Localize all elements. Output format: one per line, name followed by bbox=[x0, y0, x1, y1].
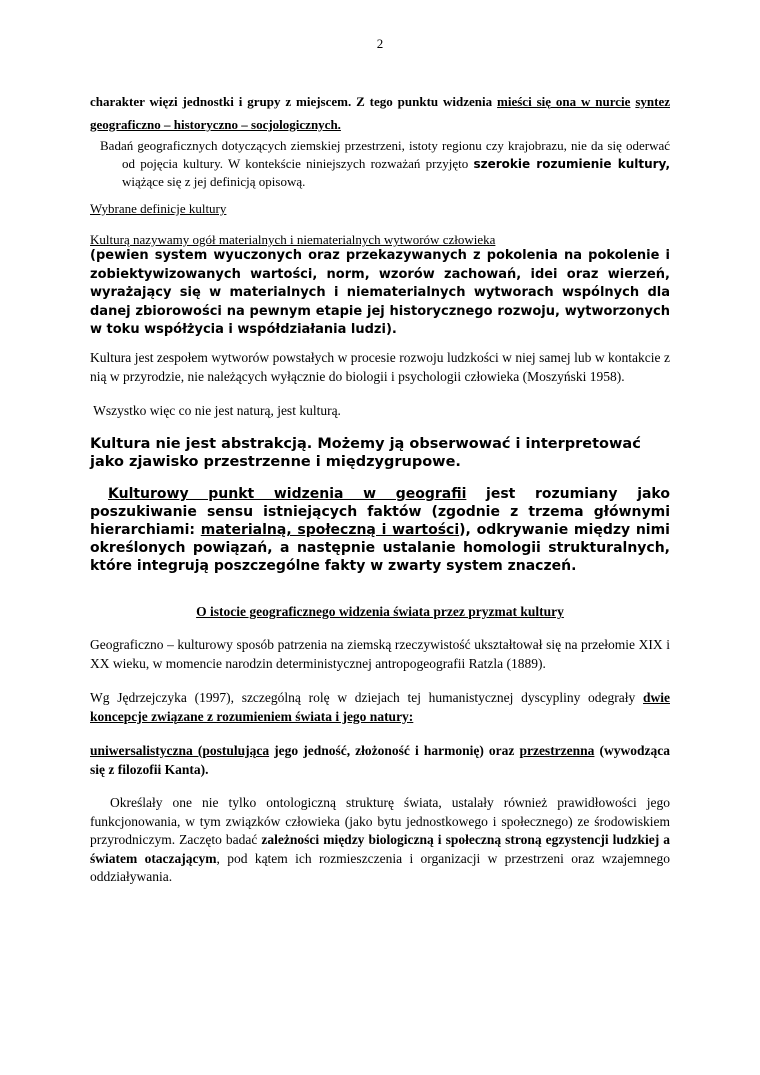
cultural-viewpoint-tail: ), odkrywanie między nimi określonych powiązań, a następnie ustalanie homologii strukturalnych, które integrują poszczególne fakty w zwarty system znaczeń. bbox=[90, 522, 670, 574]
culture-concept-bold: szerokie rozumienie kultury, bbox=[473, 157, 671, 171]
ontology-tail: , pod kątem ich rozmieszczenia i organizacji w przestrzeni oraz wzajemnego oddziaływania. bbox=[90, 850, 670, 884]
culture-concept-tail: wiążące się z jej definicją opisową. bbox=[122, 174, 306, 189]
intro-underline-1: mieści się ona w nurcie bbox=[497, 94, 631, 109]
concepts-tail: (wywodząca się z filozofii Kanta). bbox=[90, 743, 670, 777]
culture-concept-paragraph bbox=[100, 137, 671, 191]
heading-geographic-view bbox=[90, 603, 670, 621]
heading-geographic-view-text: O istocie geograficznego widzenia świata przez pryzmat kultury bbox=[196, 604, 564, 619]
hierarchies-underline: materialną, społeczną i wartości bbox=[200, 522, 460, 538]
ontology-bold: zależności między biologiczną i społeczną stroną egzystencji ludzkiej a światem otaczającym bbox=[90, 832, 670, 866]
intro-paragraph bbox=[90, 90, 670, 136]
two-concepts-underline: dwie koncepcje związane z rozumieniem świata i jego natury: bbox=[90, 690, 670, 724]
heading-definitions-text: Wybrane definicje kultury bbox=[90, 201, 227, 216]
spatial-underline: przestrzenna bbox=[519, 743, 595, 758]
ontology-text: Określały one nie tylko ontologiczną strukturę świata, ustalały również prawidłowości jego funkcjonowania, w tym związków człowieka (jako bytu jednostkowego i społecznego) ze środowiskiem przyrodniczym. Zaczęto badać bbox=[90, 795, 674, 847]
intro-text: charakter więzi jednostki i grupy z miejscem. Z tego punktu widzenia bbox=[90, 94, 498, 109]
ratzel-paragraph: Geograficzno – kulturowy sposób patrzenia na ziemską rzeczywistość ukształtował się na przełomie XIX i XX wieku, w momencie narodzin deterministycznej antropogeografii Ratzla (1889). bbox=[90, 637, 670, 671]
concepts-text: jego jedność, złożoność i harmonię) oraz bbox=[269, 743, 520, 758]
universalist-underline: uniwersalistyczna (postulująca bbox=[90, 743, 270, 758]
ontology-paragraph bbox=[90, 794, 674, 887]
cultural-viewpoint-paragraph bbox=[90, 485, 670, 575]
nature-culture-line: Wszystko więc co nie jest naturą, jest kulturą. bbox=[90, 403, 341, 418]
intro-underline-2: syntez geograficzno – historyczno – socjologicznych. bbox=[90, 94, 670, 132]
definition-lead bbox=[90, 232, 670, 247]
concepts-paragraph bbox=[90, 741, 670, 779]
definition-lead-text: Kulturą nazywamy ogół materialnych i niematerialnych wytworów człowieka bbox=[90, 232, 496, 247]
heading-definitions bbox=[90, 200, 670, 218]
cultural-viewpoint-underline: Kulturowy punkt widzenia w geografii bbox=[108, 486, 467, 502]
jedrzejczyk-text: Wg Jędrzejczyka (1997), szczególną rolę w dziejach tej humanistycznej dyscypliny odegrały bbox=[90, 690, 643, 705]
abstraction-statement: Kultura nie jest abstrakcją. Możemy ją obserwować i interpretować jako zjawisko przestrzenne i międzygrupowe. bbox=[90, 436, 641, 470]
moszynski-paragraph: Kultura jest zespołem wytworów powstałych w procesie rozwoju ludzkości w niej samej lub w kontakcie z nią w przyrodzie, nie należących wyłącznie do biologii i psychologii człowieka (Moszyński 1958). bbox=[90, 350, 670, 384]
definition-body: (pewien system wyuczonych oraz przekazywanych z pokolenia na pokolenie i zobiektywizowanych wartości, norm, wzorów zachowań, idei oraz wierzeń, wyrażający się w materialnych i niematerialnych wytworach wspólnych dla danej zbiorowości na pewnym etapie jej historycznego rozwoju, wytworzonych w toku współżycia i współdziałania ludzi). bbox=[90, 248, 670, 337]
page-number: 2 bbox=[376, 36, 384, 51]
jedrzejczyk-paragraph bbox=[90, 689, 670, 726]
cultural-viewpoint-text: jest rozumiany jako poszukiwanie sensu istniejących faktów (zgodnie z trzema głównymi hierarchiami: bbox=[90, 486, 670, 538]
culture-concept-text: Badań geograficznych dotyczących ziemskiej przestrzeni, istoty regionu czy krajobrazu, nie da się oderwać od pojęcia kultury. W kontekście niniejszych rozważań przyjęto bbox=[100, 138, 670, 171]
